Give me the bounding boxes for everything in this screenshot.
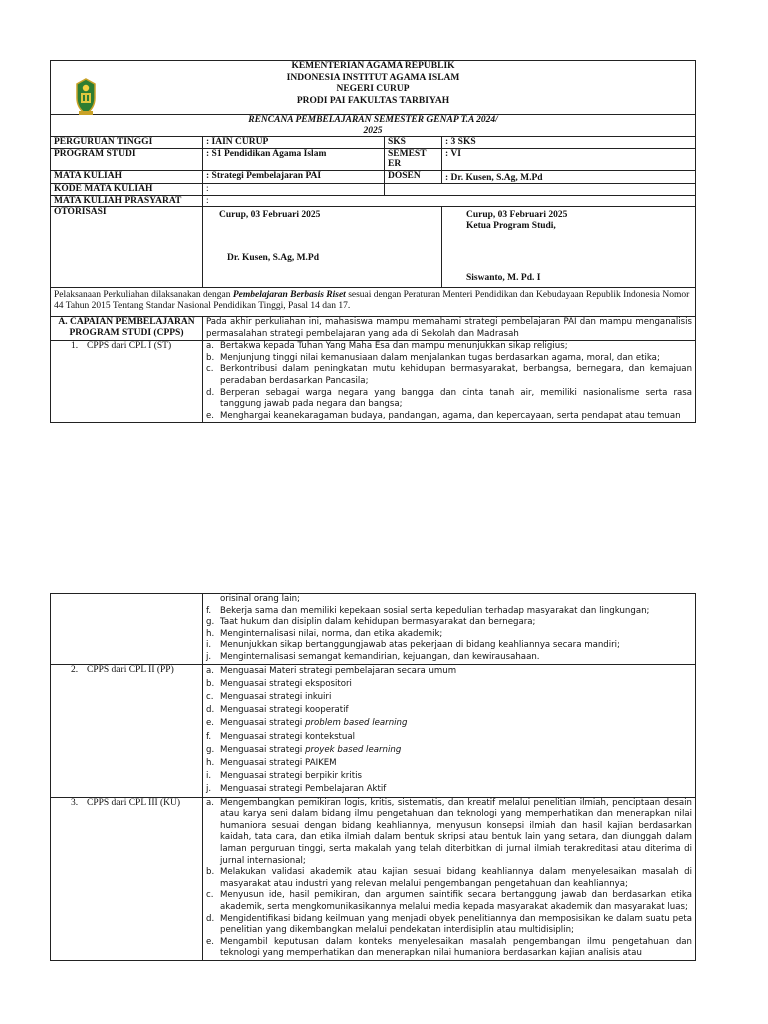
list-text: Menjunjung tinggi nilai kemanusiaan dalam menjalankan tugas berdasarkan agama, moral, dan etika; xyxy=(220,352,660,363)
list-item xyxy=(206,388,692,411)
list-letter: j. xyxy=(206,784,212,795)
list-text-emphasis: proyek based learning xyxy=(305,744,402,755)
list-letter: i. xyxy=(206,640,212,651)
iain-curup-logo-icon xyxy=(75,78,97,116)
list-item xyxy=(206,717,692,730)
list-text: Menyusun ide, hasil pemikiran, dan argumen saintifik secara bertanggung jawab dan berdasarkan etika akademik, serta mengkomunikasikannya melalui media kepada masyarakat akademik dan masyarakat luas; xyxy=(220,890,692,912)
list-item xyxy=(206,617,692,629)
semester-label: SEMEST ER xyxy=(385,148,442,170)
list-item xyxy=(206,652,692,664)
dosen-value: : Dr. Kusen, S.Ag, M.Pd xyxy=(442,170,696,184)
list-item xyxy=(206,770,692,783)
mk-label: MATA KULIAH xyxy=(51,170,203,184)
list-text: Taat hukum dan disiplin dalam kehidupan bermasyarakat dan bernegara; xyxy=(220,617,536,628)
list-text: Menginternalisasi semangat kemandirian, kejuangan, dan kewirausahaan. xyxy=(220,651,540,662)
list-text: Menguasai strategi berpikir kritis xyxy=(220,771,362,782)
cpl1-continued-label xyxy=(51,594,203,665)
list-letter: d. xyxy=(206,913,215,924)
list-letter: d. xyxy=(206,387,215,398)
rps-page-1 xyxy=(50,60,695,423)
list-text: Menguasai Materi strategi pembelajaran secara umum xyxy=(220,665,457,676)
cpps-intro: Pada akhir perkuliahan ini, mahasiswa mampu memahami strategi pembelajaran PAI dan mampu menganalisis permasalahan strategi pembelajaran yang ada di Sekolah dan Madrasah xyxy=(203,317,696,341)
list-item xyxy=(206,640,692,652)
list-letter: c. xyxy=(206,890,214,901)
list-item xyxy=(206,914,692,937)
list-text: Menghargai keanekaragaman budaya, pandangan, agama, dan kepercayaan, serta pendapat atau temuan xyxy=(220,410,681,421)
list-text: Menguasai strategi xyxy=(220,744,306,755)
kode-label: KODE MATA KULIAH xyxy=(51,184,203,196)
document-title: RENCANA PEMBELAJARAN SEMESTER GENAP T.A 2024/ 2025 xyxy=(51,115,696,137)
list-item xyxy=(206,691,692,704)
cpl1-label: 1. CPPS dari CPL I (ST) xyxy=(51,341,203,423)
list-letter: a. xyxy=(206,665,214,676)
list-letter: f. xyxy=(206,605,212,616)
list-item xyxy=(206,353,692,365)
list-letter: e. xyxy=(206,718,215,729)
list-letter: b. xyxy=(206,678,215,689)
list-text: Menguasai strategi ekspositori xyxy=(220,678,352,689)
list-item xyxy=(206,757,692,770)
perguruan-label: PERGURUAN TINGGI xyxy=(51,137,203,149)
list-item xyxy=(206,798,692,868)
list-letter: c. xyxy=(206,691,214,702)
cpps-label: A. CAPAIAN PEMBELAJARAN PROGRAM STUDI (CPPS) xyxy=(51,317,203,341)
prasyarat-label: MATA KULIAH PRASYARAT xyxy=(51,195,203,207)
cpl1-continuation: orisinal orang lain; xyxy=(220,594,300,604)
cpl2-items xyxy=(203,664,696,797)
list-letter: e. xyxy=(206,410,215,421)
list-item xyxy=(206,867,692,890)
list-text: Bertakwa kepada Tuhan Yang Maha Esa dan mampu menunjukkan sikap religius; xyxy=(220,341,568,352)
list-letter: i. xyxy=(206,771,212,782)
list-item xyxy=(206,744,692,757)
dosen-label: DOSEN xyxy=(385,170,442,184)
list-text: Menguasai strategi Pembelajaran Aktif xyxy=(220,784,387,795)
list-text: Menguasai strategi xyxy=(220,718,306,729)
list-text: Mengambil keputusan dalam konteks menyelesaikan masalah pengembangan ilmu pengetahuan dan teknologi yang memperhatikan dan menerapkan nilai humaniora berdasarkan kajian analisis atau xyxy=(220,936,692,959)
list-letter: j. xyxy=(206,651,212,662)
list-item xyxy=(206,606,692,618)
rps-page-2 xyxy=(50,593,695,961)
list-text: Mengidentifikasi bidang keilmuan yang menjadi obyek penelitiannya dan memposisikan ke dalam suatu peta penelitian yang dikembangkan melalui pendekatan interdisiplin atau multidisiplin; xyxy=(220,913,692,936)
list-text: Menunjukkan sikap bertanggungjawab atas pekerjaan di bidang keahliannya secara mandiri; xyxy=(220,640,620,651)
list-text-emphasis: problem based learning xyxy=(305,718,408,729)
list-item xyxy=(206,665,692,678)
prasyarat-value: : xyxy=(203,195,696,207)
list-item xyxy=(206,678,692,691)
cpl1-items-page1 xyxy=(203,341,696,423)
list-text: Melakukan validasi akademik atau kajian sesuai bidang keahliannya dalam menyelesaikan masalah di masyarakat atau industri yang relevan melalui pengembangan pengetahuan dan keahliannya; xyxy=(220,867,692,889)
list-item xyxy=(206,629,692,641)
list-text: Mengembangkan pemikiran logis, kritis, sistematis, dan kreatif melalui penelitian ilmiah, penciptaan desain atau karya seni dalam bidang ilmu pengetahuan dan teknologi yang memperhatikan dan menerapkan nilai humaniora sesuai dengan bidang keahliannya, menyusun konsepsi ilmiah dan hasil kajian berdasarkan kaidah, tata cara, dan etika ilmiah dalam bentuk skripsi atau bentuk lain yang setara, dan diunggah dalam laman perguruan tinggi, serta makalah yang telah diterbitkan di jurnal ilmiah terakreditasi atau diterima di jurnal internasional; xyxy=(220,797,692,866)
list-text: Bekerja sama dan memiliki kepekaan sosial serta kepedulian terhadap masyarakat dan lingkungan; xyxy=(220,605,650,616)
otorisasi-label: OTORISASI xyxy=(51,207,203,288)
institution-name: KEMENTERIAN AGAMA REPUBLIK INDONESIA INSTITUT AGAMA ISLAM NEGERI CURUP PRODI PAI FAKULTAS TARBIYAH xyxy=(286,61,460,106)
rps-header-table xyxy=(50,60,696,423)
list-letter: g. xyxy=(206,744,215,755)
list-item xyxy=(206,411,692,423)
list-text: Menguasai strategi kooperatif xyxy=(220,705,349,716)
list-letter: h. xyxy=(206,628,215,639)
list-letter: h. xyxy=(206,757,215,768)
cpl2-label: 2. CPPS dari CPL II (PP) xyxy=(51,664,203,797)
list-item xyxy=(206,704,692,717)
prodi-value: : S1 Pendidikan Agama Islam xyxy=(203,148,385,170)
cpl3-label: 3. CPPS dari CPL III (KU) xyxy=(51,797,203,960)
rps-cpl-table xyxy=(50,593,696,961)
institution-header xyxy=(51,61,696,115)
kode-blank xyxy=(385,184,696,196)
list-letter: b. xyxy=(206,352,215,363)
otorisasi-dosen: Curup, 03 Februari 2025 Dr. Kusen, S.Ag, M.Pd xyxy=(203,207,442,288)
sks-value: : 3 SKS xyxy=(442,137,696,149)
prodi-label: PROGRAM STUDI xyxy=(51,148,203,170)
list-text: Menginternalisasi nilai, norma, dan etika akademik; xyxy=(220,628,443,639)
list-letter: c. xyxy=(206,364,214,375)
list-text: Berkontribusi dalam peningkatan mutu kehidupan bermasyarakat, berbangsa, bernegara, dan kemajuan peradaban berdasarkan Pancasila; xyxy=(220,364,693,386)
list-text: Menguasai strategi kontekstual xyxy=(220,731,356,742)
list-item xyxy=(206,341,692,353)
mk-value: : Strategi Pembelajaran PAI xyxy=(203,170,385,184)
list-letter: g. xyxy=(206,617,215,628)
list-letter: a. xyxy=(206,797,214,808)
list-text: Menguasai strategi PAIKEM xyxy=(220,757,337,768)
list-letter: b. xyxy=(206,867,215,878)
list-item xyxy=(206,783,692,796)
otorisasi-kaprodi: Curup, 03 Februari 2025 Ketua Program Studi, Siswanto, M. Pd. I xyxy=(442,207,696,288)
list-item xyxy=(206,731,692,744)
pelaksanaan-note: Pelaksanaan Perkuliahan dilaksanakan dengan Pembelajaran Berbasis Riset sesuai dengan Peraturan Menteri Pendidikan dan Kebudayaan Republik Indonesia Nomor 44 Tahun 2015 Tentang Standar Nasional Pendidikan Tinggi, Pasal 14 dan 17. xyxy=(51,288,696,317)
kode-value: : xyxy=(203,184,385,196)
semester-value: : VI xyxy=(442,148,696,170)
list-letter: a. xyxy=(206,341,214,352)
list-text: Berperan sebagai warga negara yang bangga dan cinta tanah air, memiliki nasionalisme serta rasa tanggung jawab pada negara dan bangsa; xyxy=(220,387,693,410)
list-item xyxy=(206,937,692,960)
cpl3-items xyxy=(203,797,696,960)
list-text: Menguasai strategi inkuiri xyxy=(220,691,332,702)
list-letter: f. xyxy=(206,731,212,742)
list-letter: d. xyxy=(206,705,215,716)
cpl1-items-page2 xyxy=(203,594,696,665)
list-letter: e. xyxy=(206,936,215,947)
perguruan-value: : IAIN CURUP xyxy=(203,137,385,149)
sks-label: SKS xyxy=(385,137,442,149)
list-item xyxy=(206,890,692,913)
list-item xyxy=(206,364,692,387)
